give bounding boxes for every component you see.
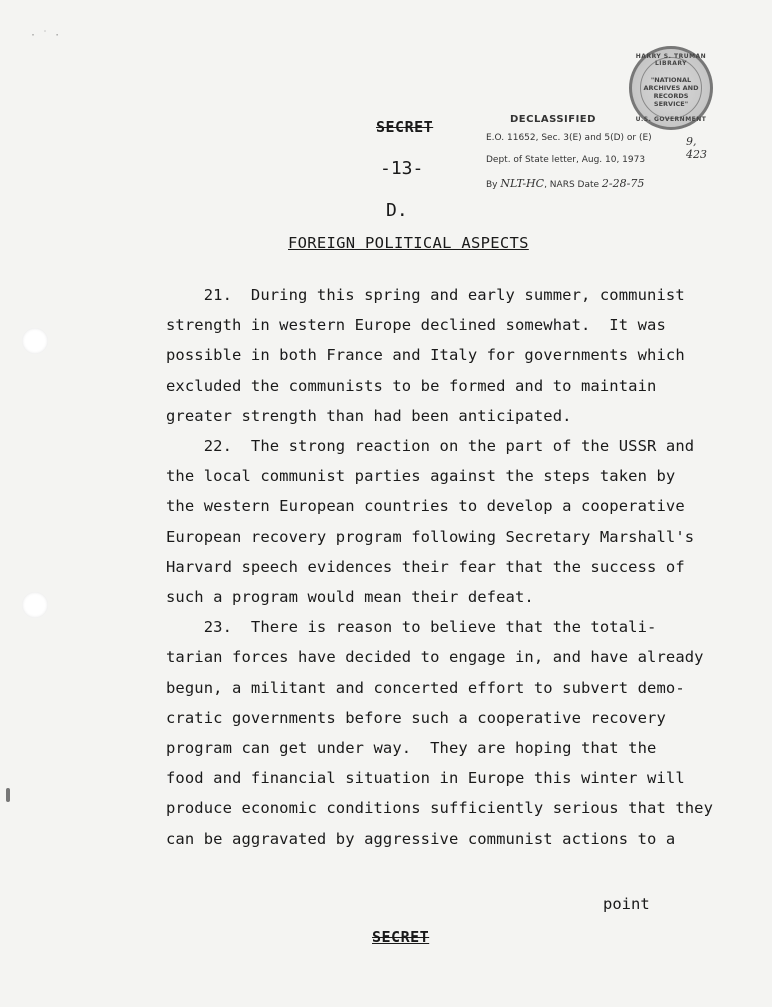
section-letter: D. [386,200,408,221]
text-line: European recovery program following Secretary Marshall's [166,527,695,546]
punch-hole [22,592,48,618]
stamp-bottom-text: U.S. GOVERNMENT [635,116,707,123]
stamp-center-text: "NATIONAL ARCHIVES AND RECORDS SERVICE" [643,76,699,108]
text-line: greater strength than had been anticipated. [166,406,572,425]
text-line: begun, a militant and concerted effort to subvert demo- [166,678,685,697]
text-line: can be aggravated by aggressive communist actions to a [166,829,676,848]
paper-specks: · ˙ · [30,30,61,41]
text-line: the local communist parties against the steps taken by [166,467,676,486]
text-line: strength in western Europe declined somewhat. It was [166,316,666,335]
declass-authority-line: E.O. 11652, Sec. 3(E) and 5(D) or (E) [486,133,652,143]
text-line: the western European countries to develop a cooperative [166,497,685,516]
text-line: produce economic conditions sufficiently serious that they [166,799,714,818]
text-line: possible in both France and Italy for governments which [166,346,685,365]
text-line: 23. There is reason to believe that the totali- [166,618,657,637]
body-text [166,280,726,854]
text-line: Harvard speech evidences their fear that the success of [166,557,685,576]
page-number: -13- [380,158,424,179]
text-line: cratic governments before such a cooperative recovery [166,708,666,727]
text-line: tarian forces have decided to engage in, and have already [166,648,704,667]
declassified-title: DECLASSIFIED [510,114,596,125]
text-line: food and financial situation in Europe this winter will [166,769,685,788]
punch-hole [22,328,48,354]
classification-footer: SECRET [372,928,430,946]
nars-date-label: , NARS Date [544,180,600,190]
text-line: 22. The strong reaction on the part of the USSR and [166,437,695,456]
continuation-word: point [603,895,650,913]
margin-smudge [6,788,10,802]
nars-date-value: 2-28-75 [601,177,645,190]
declass-letter-line: Dept. of State letter, Aug. 10, 1973 [486,155,646,165]
text-line: 21. During this spring and early summer, communist [166,286,685,304]
stamp-top-text: HARRY S. TRUMAN LIBRARY [635,53,707,67]
text-line: program can get under way. They are hoping that the [166,739,657,758]
handwritten-annotation: 9, 423 [686,135,707,161]
classification-header: SECRET [376,118,434,136]
reviewer-initials: NLT-HC [500,177,545,190]
reviewer-prefix: By [486,180,498,190]
declass-reviewer-line [486,177,644,190]
section-title: FOREIGN POLITICAL ASPECTS [288,234,529,252]
text-line: excluded the communists to be formed and to maintain [166,376,657,395]
archives-stamp [629,46,713,130]
text-line: such a program would mean their defeat. [166,588,534,607]
